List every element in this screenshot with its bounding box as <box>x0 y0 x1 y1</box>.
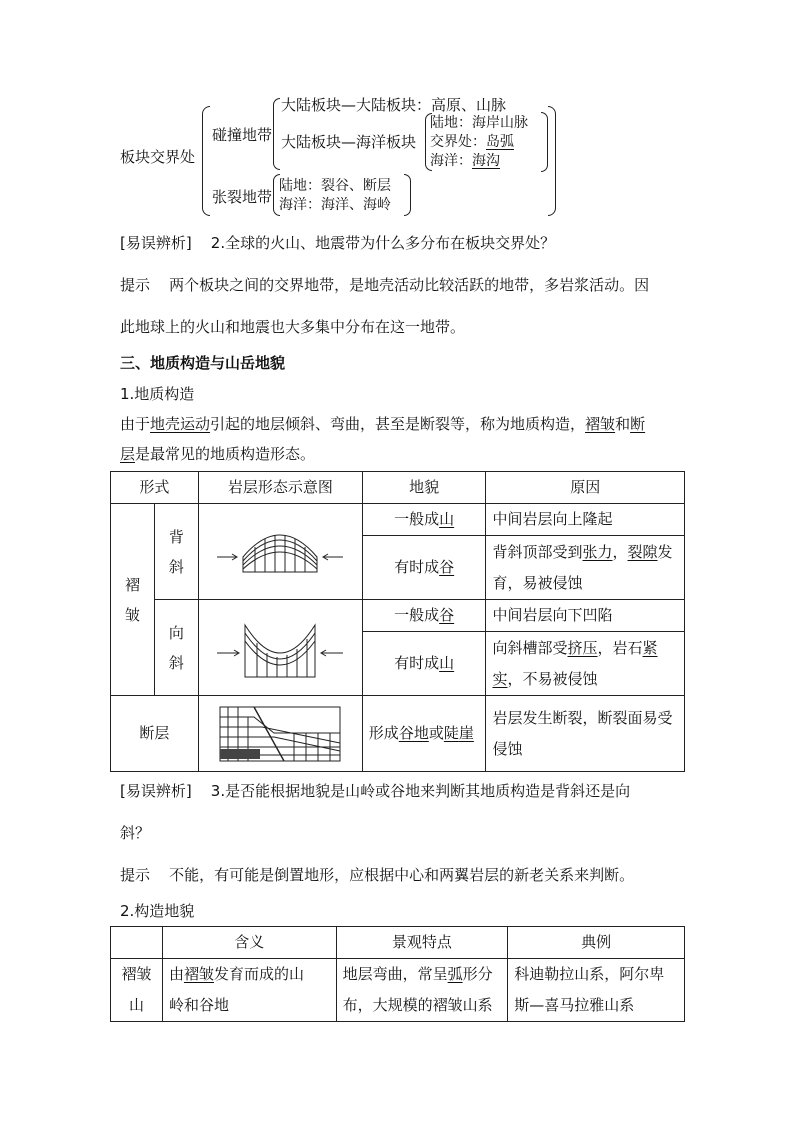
collision-zone: 碰撞地带 <box>212 126 273 144</box>
hint-2-line1: 提示 两个板块之间的交界地带，是地壳活动比较活跃的地带，多岩浆活动。因 <box>120 276 650 294</box>
rift-land: 陆地：裂谷、断层 <box>279 178 391 194</box>
structure-definition-line2: 层是最常见的地质构造形态。 <box>120 445 316 463</box>
co-land: 陆地：海岸山脉 <box>430 115 528 131</box>
subsection-2-title: 2.构造地貌 <box>120 902 195 920</box>
question-3-line1: [易误辨析] 3.是否能根据地貌是山岭或谷地来判断其地质构造是背斜还是向 <box>120 782 631 800</box>
root-brace <box>202 106 210 216</box>
table-header-row: 含义 景观特点 典例 <box>111 927 685 959</box>
hint-2-line2: 此地球上的火山和地震也大多集中分布在这一地带。 <box>120 318 466 336</box>
co-junction: 交界处：岛弧 <box>430 134 514 150</box>
table-row: 褶皱 背斜 一般成山 中间岩层向上隆起 <box>111 504 685 536</box>
anticline-icon <box>215 517 345 587</box>
fold-cell: 褶皱 <box>111 504 155 696</box>
fault-diagram <box>198 696 362 772</box>
syncline-diagram <box>198 600 362 696</box>
table-row: 褶皱 山 由褶皱发育而成的山 岭和谷地 地层弯曲，常呈弧形分 布，大规模的褶皱山系 科迪勒拉山系，阿尔卑 斯—喜马拉雅山系 <box>111 959 685 1022</box>
anticline-diagram <box>198 504 362 600</box>
continental-oceanic: 大陆板块—海洋板块 <box>281 133 417 151</box>
table-row: 有时成山 向斜槽部受挤压，岩石紧实，不易被侵蚀 <box>111 632 685 696</box>
hint-3: 提示 不能，有可能是倒置地形，应根据中心和两翼岩层的新老关系来判断。 <box>120 866 635 884</box>
rift-brace-close <box>404 174 411 216</box>
collision-brace <box>273 98 280 170</box>
root-brace-close <box>548 106 556 216</box>
tectonic-landform-table <box>110 926 685 1022</box>
anticline-cell: 背斜 <box>154 504 198 600</box>
rift-sea: 海洋：海洋、海岭 <box>279 197 391 213</box>
table-row: 向斜 一般成谷 中间岩层向下凹陷 <box>111 600 685 632</box>
co-sea: 海洋：海沟 <box>430 153 500 169</box>
rift-zone: 张裂地带 <box>212 188 273 206</box>
structure-definition-line1: 由于地壳运动引起的地层倾斜、弯曲，甚至是断裂等，称为地质构造，褶皱和断 <box>120 415 646 433</box>
question-3-line2: 斜？ <box>120 824 151 842</box>
table-row: 有时成谷 背斜顶部受到张力，裂隙发育，易被侵蚀 <box>111 536 685 600</box>
syncline-icon <box>215 611 345 685</box>
subsection-1-title: 1.地质构造 <box>120 385 195 403</box>
geologic-structure-table <box>110 471 685 772</box>
tree-root: 板块交界处 <box>120 148 196 166</box>
fault-icon <box>214 703 346 765</box>
table-header-row: 形式 岩层形态示意图 地貌 原因 <box>111 472 685 504</box>
syncline-cell: 向斜 <box>154 600 198 696</box>
continental-continental: 大陆板块—大陆板块：高原、山脉 <box>281 96 507 114</box>
question-2: [易误辨析] 2.全球的火山、地震带为什么多分布在板块交界处？ <box>120 234 556 252</box>
table-row: 断层 形成谷地或陡崖 岩层发生断裂，断裂面易受侵蚀 <box>111 696 685 772</box>
section-3-title: 三、地质构造与山岳地貌 <box>120 354 286 372</box>
co-brace-close <box>541 112 548 172</box>
